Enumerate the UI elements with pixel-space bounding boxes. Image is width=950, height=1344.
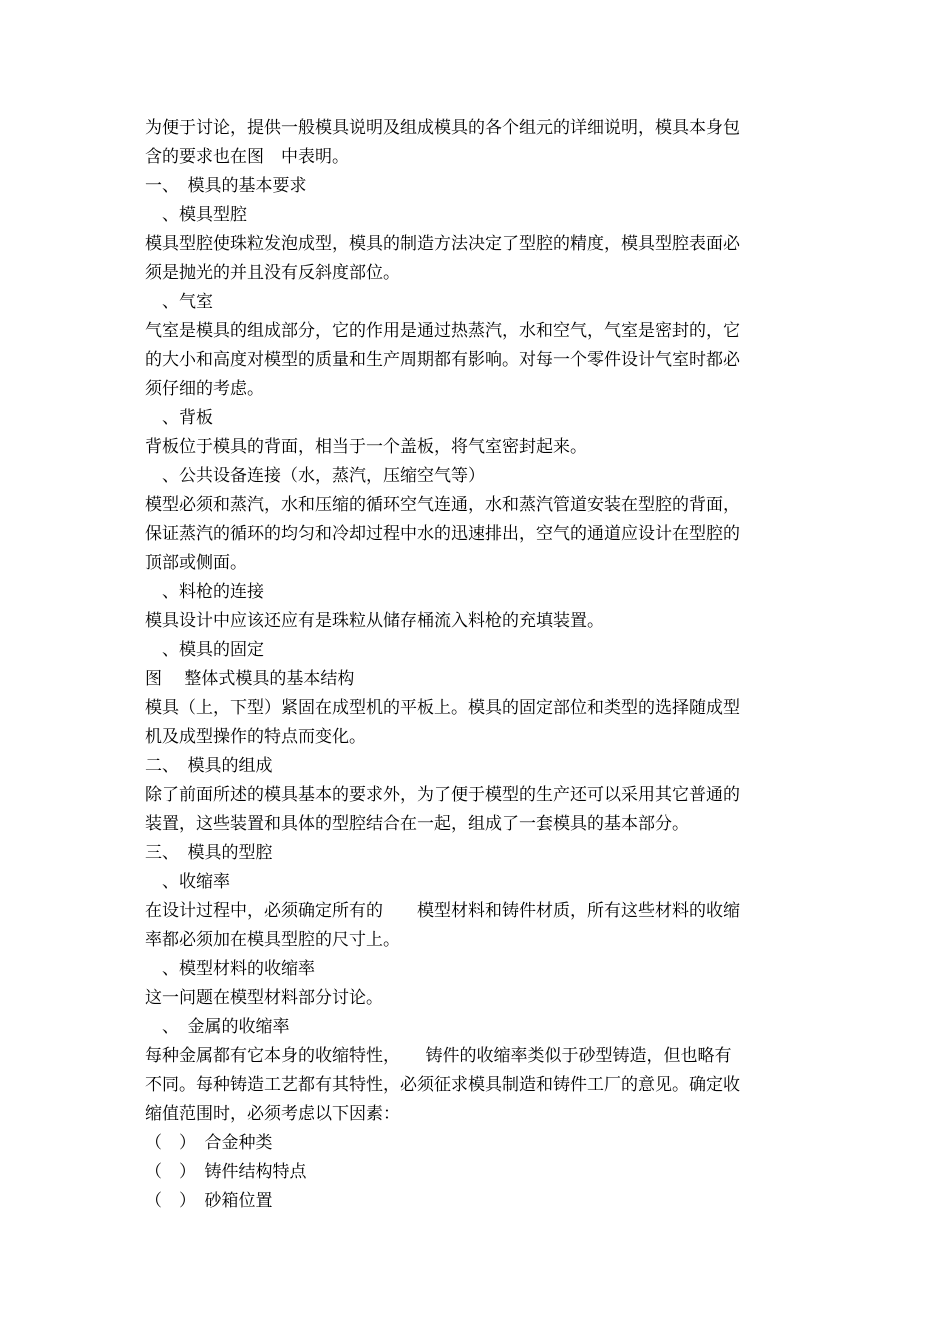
- text-line: 须仔细的考虑。: [145, 379, 264, 399]
- text-line: 背板位于模具的背面，相当于一个盖板，将气室密封起来。: [145, 437, 587, 457]
- subsection-heading: 、料枪的连接: [145, 582, 264, 602]
- text-line: 模具设计中应该还应有是珠粒从储存桶流入料枪的充填装置。: [145, 611, 604, 631]
- document-body: [145, 114, 809, 1216]
- text-line: 除了前面所述的模具基本的要求外，为了便于模型的生产还可以采用其它普通的: [145, 785, 740, 805]
- subsection-heading: 、公共设备连接（水，蒸汽，压缩空气等）: [145, 466, 485, 486]
- list-item: （ ） 合金种类: [145, 1133, 273, 1153]
- figure-caption: 图 整体式模具的基本结构: [145, 669, 355, 689]
- text-line: 模具型腔使珠粒发泡成型，模具的制造方法决定了型腔的精度，模具型腔表面必: [145, 234, 740, 254]
- text-line: 模型必须和蒸汽，水和压缩的循环空气连通，水和蒸汽管道安装在型腔的背面，: [145, 495, 740, 515]
- list-item: （ ） 砂箱位置: [145, 1191, 273, 1211]
- subsection-heading: 、气室: [145, 292, 213, 312]
- text-line: 顶部或侧面。: [145, 553, 247, 573]
- section-heading: 二、 模具的组成: [145, 756, 273, 776]
- text-line: 率都必须加在模具型腔的尺寸上。: [145, 930, 400, 950]
- section-heading: 三、 模具的型腔: [145, 843, 273, 863]
- list-item: （ ） 铸件结构特点: [145, 1162, 307, 1182]
- text-line: 不同。每种铸造工艺都有其特性，必须征求模具制造和铸件工厂的意见。确定收: [145, 1075, 740, 1095]
- text-line: 缩值范围时，必须考虑以下因素：: [145, 1104, 400, 1124]
- text-line: 在设计过程中，必须确定所有的 模型材料和铸件材质，所有这些材料的收缩: [145, 901, 740, 921]
- text-line: 的大小和高度对模型的质量和生产周期都有影响。对每一个零件设计气室时都必: [145, 350, 740, 370]
- text-line: 装置，这些装置和具体的型腔结合在一起，组成了一套模具的基本部分。: [145, 814, 689, 834]
- subsection-heading: 、模型材料的收缩率: [145, 959, 315, 979]
- text-line: 机及成型操作的特点而变化。: [145, 727, 366, 747]
- text-line: 每种金属都有它本身的收缩特性， 铸件的收缩率类似于砂型铸造，但也略有: [145, 1046, 732, 1066]
- section-heading: 一、 模具的基本要求: [145, 176, 307, 196]
- subsection-heading: 、背板: [145, 408, 213, 428]
- subsection-heading: 、模具的固定: [145, 640, 264, 660]
- text-line: 为便于讨论，提供一般模具说明及组成模具的各个组元的详细说明，模具本身包: [145, 118, 740, 138]
- subsection-heading: 、模具型腔: [145, 205, 247, 225]
- text-line: 气室是模具的组成部分，它的作用是通过热蒸汽，水和空气，气室是密封的，它: [145, 321, 740, 341]
- subsection-heading: 、 金属的收缩率: [145, 1017, 290, 1037]
- text-line: 须是抛光的并且没有反斜度部位。: [145, 263, 400, 283]
- text-line: 含的要求也在图 中表明。: [145, 147, 349, 167]
- text-line: 模具（上，下型）紧固在成型机的平板上。模具的固定部位和类型的选择随成型: [145, 698, 740, 718]
- subsection-heading: 、收缩率: [145, 872, 230, 892]
- text-line: 这一问题在模型材料部分讨论。: [145, 988, 383, 1008]
- text-line: 保证蒸汽的循环的均匀和冷却过程中水的迅速排出，空气的通道应设计在型腔的: [145, 524, 740, 544]
